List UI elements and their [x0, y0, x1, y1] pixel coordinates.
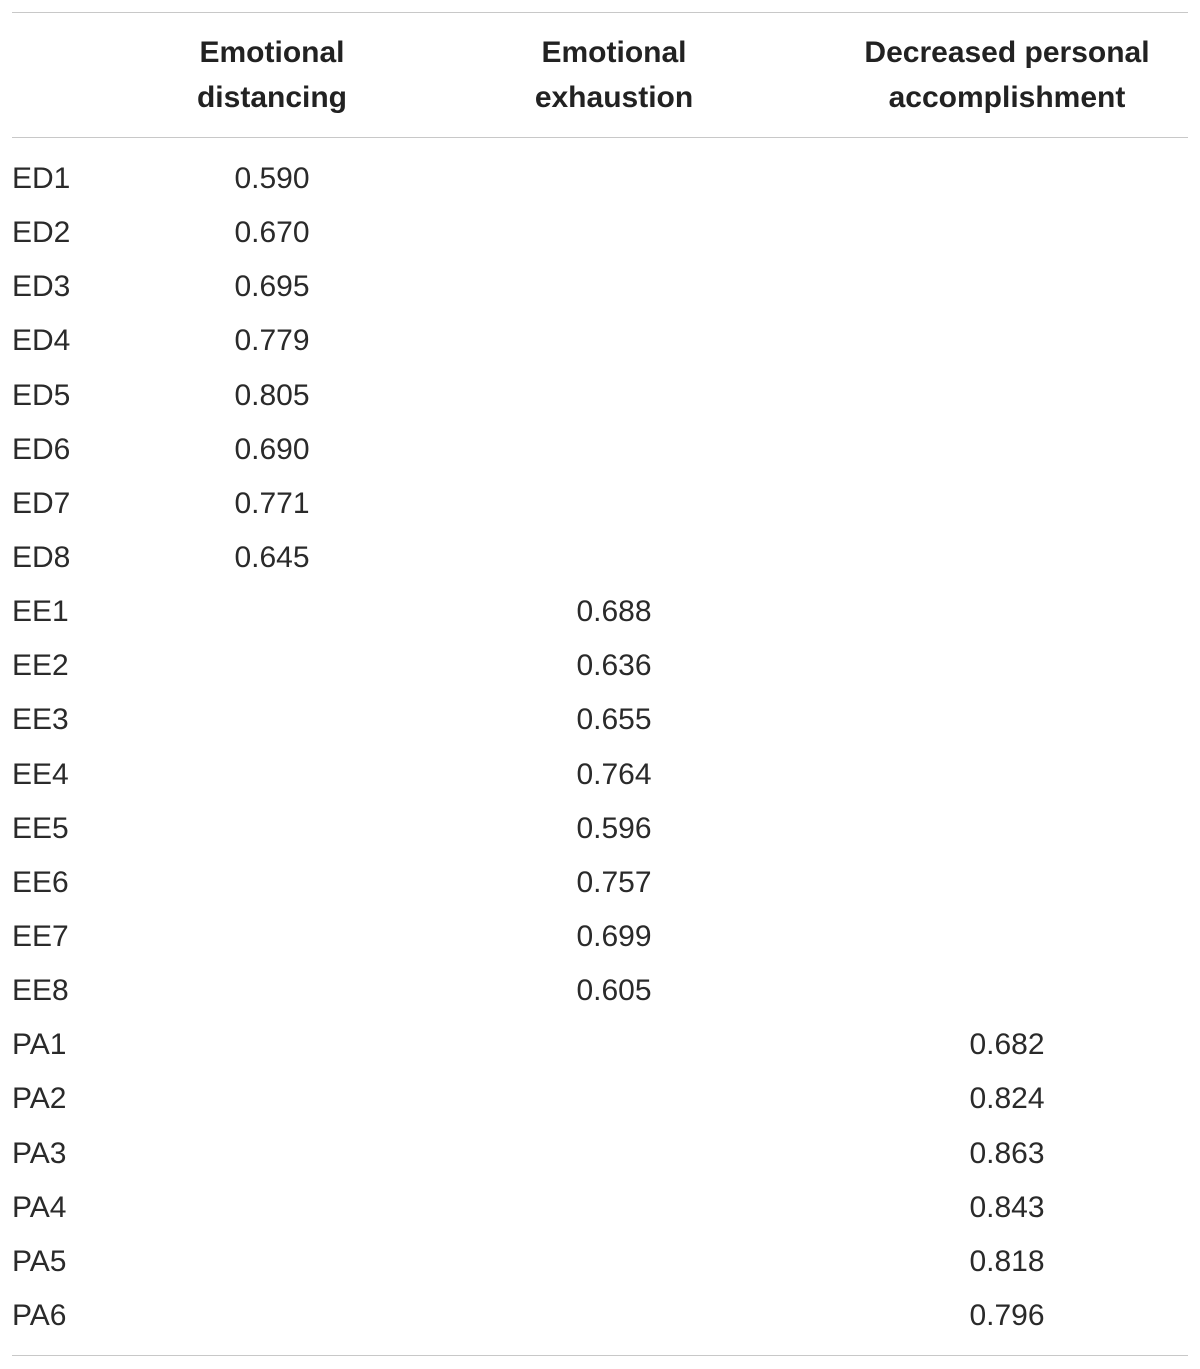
table-row — [12, 585, 1188, 639]
loading-cell: 0.596 — [576, 811, 652, 845]
loading-cell: 0.695 — [234, 270, 310, 304]
loading-cell: 0.779 — [234, 324, 310, 358]
loading-cell: 0.796 — [969, 1299, 1045, 1333]
row-label: PA4 — [12, 1190, 67, 1224]
row-label: EE7 — [12, 920, 69, 954]
table-row — [12, 748, 1188, 802]
table-row — [12, 802, 1188, 856]
row-label: ED7 — [12, 486, 71, 520]
row-label: EE2 — [12, 649, 69, 683]
table-row — [12, 1127, 1188, 1181]
row-label: ED4 — [12, 324, 71, 358]
table-row — [12, 693, 1188, 747]
row-label: EE4 — [12, 757, 69, 791]
loading-cell: 0.764 — [576, 757, 652, 791]
table-body — [12, 138, 1188, 1355]
header-emotional-distancing: Emotional distancing — [196, 36, 347, 114]
loading-cell: 0.863 — [969, 1136, 1045, 1170]
row-label: ED6 — [12, 432, 71, 466]
table-header — [12, 13, 1188, 137]
row-label: PA6 — [12, 1299, 67, 1333]
row-label: PA5 — [12, 1244, 67, 1278]
row-label: ED3 — [12, 270, 71, 304]
loading-cell: 0.771 — [234, 486, 310, 520]
table-row — [12, 1072, 1188, 1126]
table-row — [12, 856, 1188, 910]
row-label: EE5 — [12, 811, 69, 845]
bottom-rule — [12, 1355, 1188, 1356]
row-label: PA1 — [12, 1028, 67, 1062]
table-row — [12, 1181, 1188, 1235]
table-row — [12, 260, 1188, 314]
row-label: EE8 — [12, 974, 69, 1008]
table-row — [12, 152, 1188, 206]
loading-cell: 0.843 — [969, 1190, 1045, 1224]
loading-cell: 0.805 — [234, 378, 310, 412]
loading-cell: 0.824 — [969, 1082, 1045, 1116]
table-row — [12, 314, 1188, 368]
loading-cell: 0.688 — [576, 595, 652, 629]
loading-cell: 0.670 — [234, 216, 310, 250]
row-label: PA2 — [12, 1082, 67, 1116]
loading-cell: 0.645 — [234, 541, 310, 575]
table-row — [12, 477, 1188, 531]
header-emotional-exhaustion: Emotional exhaustion — [534, 36, 694, 114]
loading-cell: 0.699 — [576, 920, 652, 954]
table-row — [12, 1289, 1188, 1343]
row-label: EE1 — [12, 595, 69, 629]
loading-cell: 0.682 — [969, 1028, 1045, 1062]
row-label: ED2 — [12, 216, 71, 250]
loading-cell: 0.590 — [234, 162, 310, 196]
row-label: EE3 — [12, 703, 69, 737]
row-label: ED8 — [12, 541, 71, 575]
loading-cell: 0.690 — [234, 432, 310, 466]
loading-cell: 0.636 — [576, 649, 652, 683]
loading-cell: 0.757 — [576, 865, 652, 899]
header-decreased-personal-accomplishment: Decreased personal accomplishment — [864, 36, 1150, 114]
table-row — [12, 1018, 1188, 1072]
row-label: ED5 — [12, 378, 71, 412]
table-row — [12, 964, 1188, 1018]
table-row — [12, 423, 1188, 477]
loading-cell: 0.655 — [576, 703, 652, 737]
table-row — [12, 910, 1188, 964]
row-label: EE6 — [12, 865, 69, 899]
table-row — [12, 206, 1188, 260]
table-row — [12, 639, 1188, 693]
loading-cell: 0.605 — [576, 974, 652, 1008]
table-row — [12, 369, 1188, 423]
factor-loadings-table — [12, 12, 1188, 1356]
table-row — [12, 1235, 1188, 1289]
loading-cell: 0.818 — [969, 1244, 1045, 1278]
table-row — [12, 531, 1188, 585]
row-label: PA3 — [12, 1136, 67, 1170]
row-label: ED1 — [12, 162, 71, 196]
